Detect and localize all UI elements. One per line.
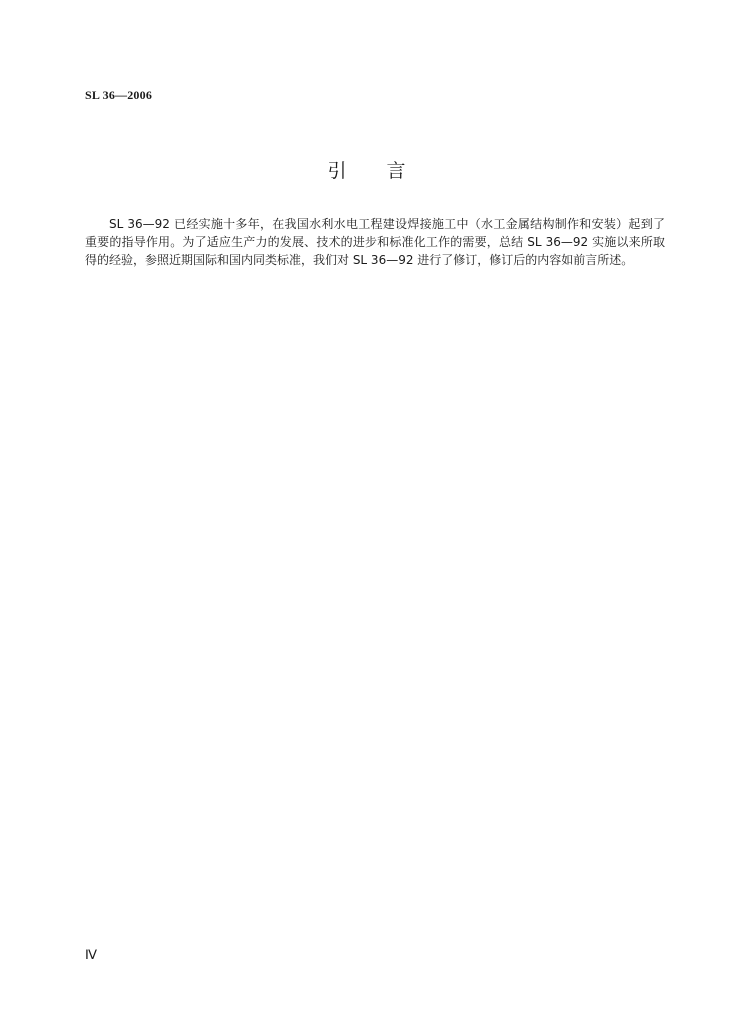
intro-paragraph: SL 36—92 已经实施十多年，在我国水利水电工程建设焊接施工中（水工金属结构制作和安装）起到了重要的指导作用。为了适应生产力的发展、技术的进步和标准化工作的需要，总结 SL 36—92 实施以来所取得的经验，参照近期国际和国内同类标准，我们对 SL 36—92 进行了修订，修订后的内容如前言所述。: [85, 217, 665, 267]
section-title: 引言: [327, 160, 446, 182]
page-number: Ⅳ: [85, 947, 97, 962]
standard-code: SL 36—2006: [85, 88, 153, 102]
